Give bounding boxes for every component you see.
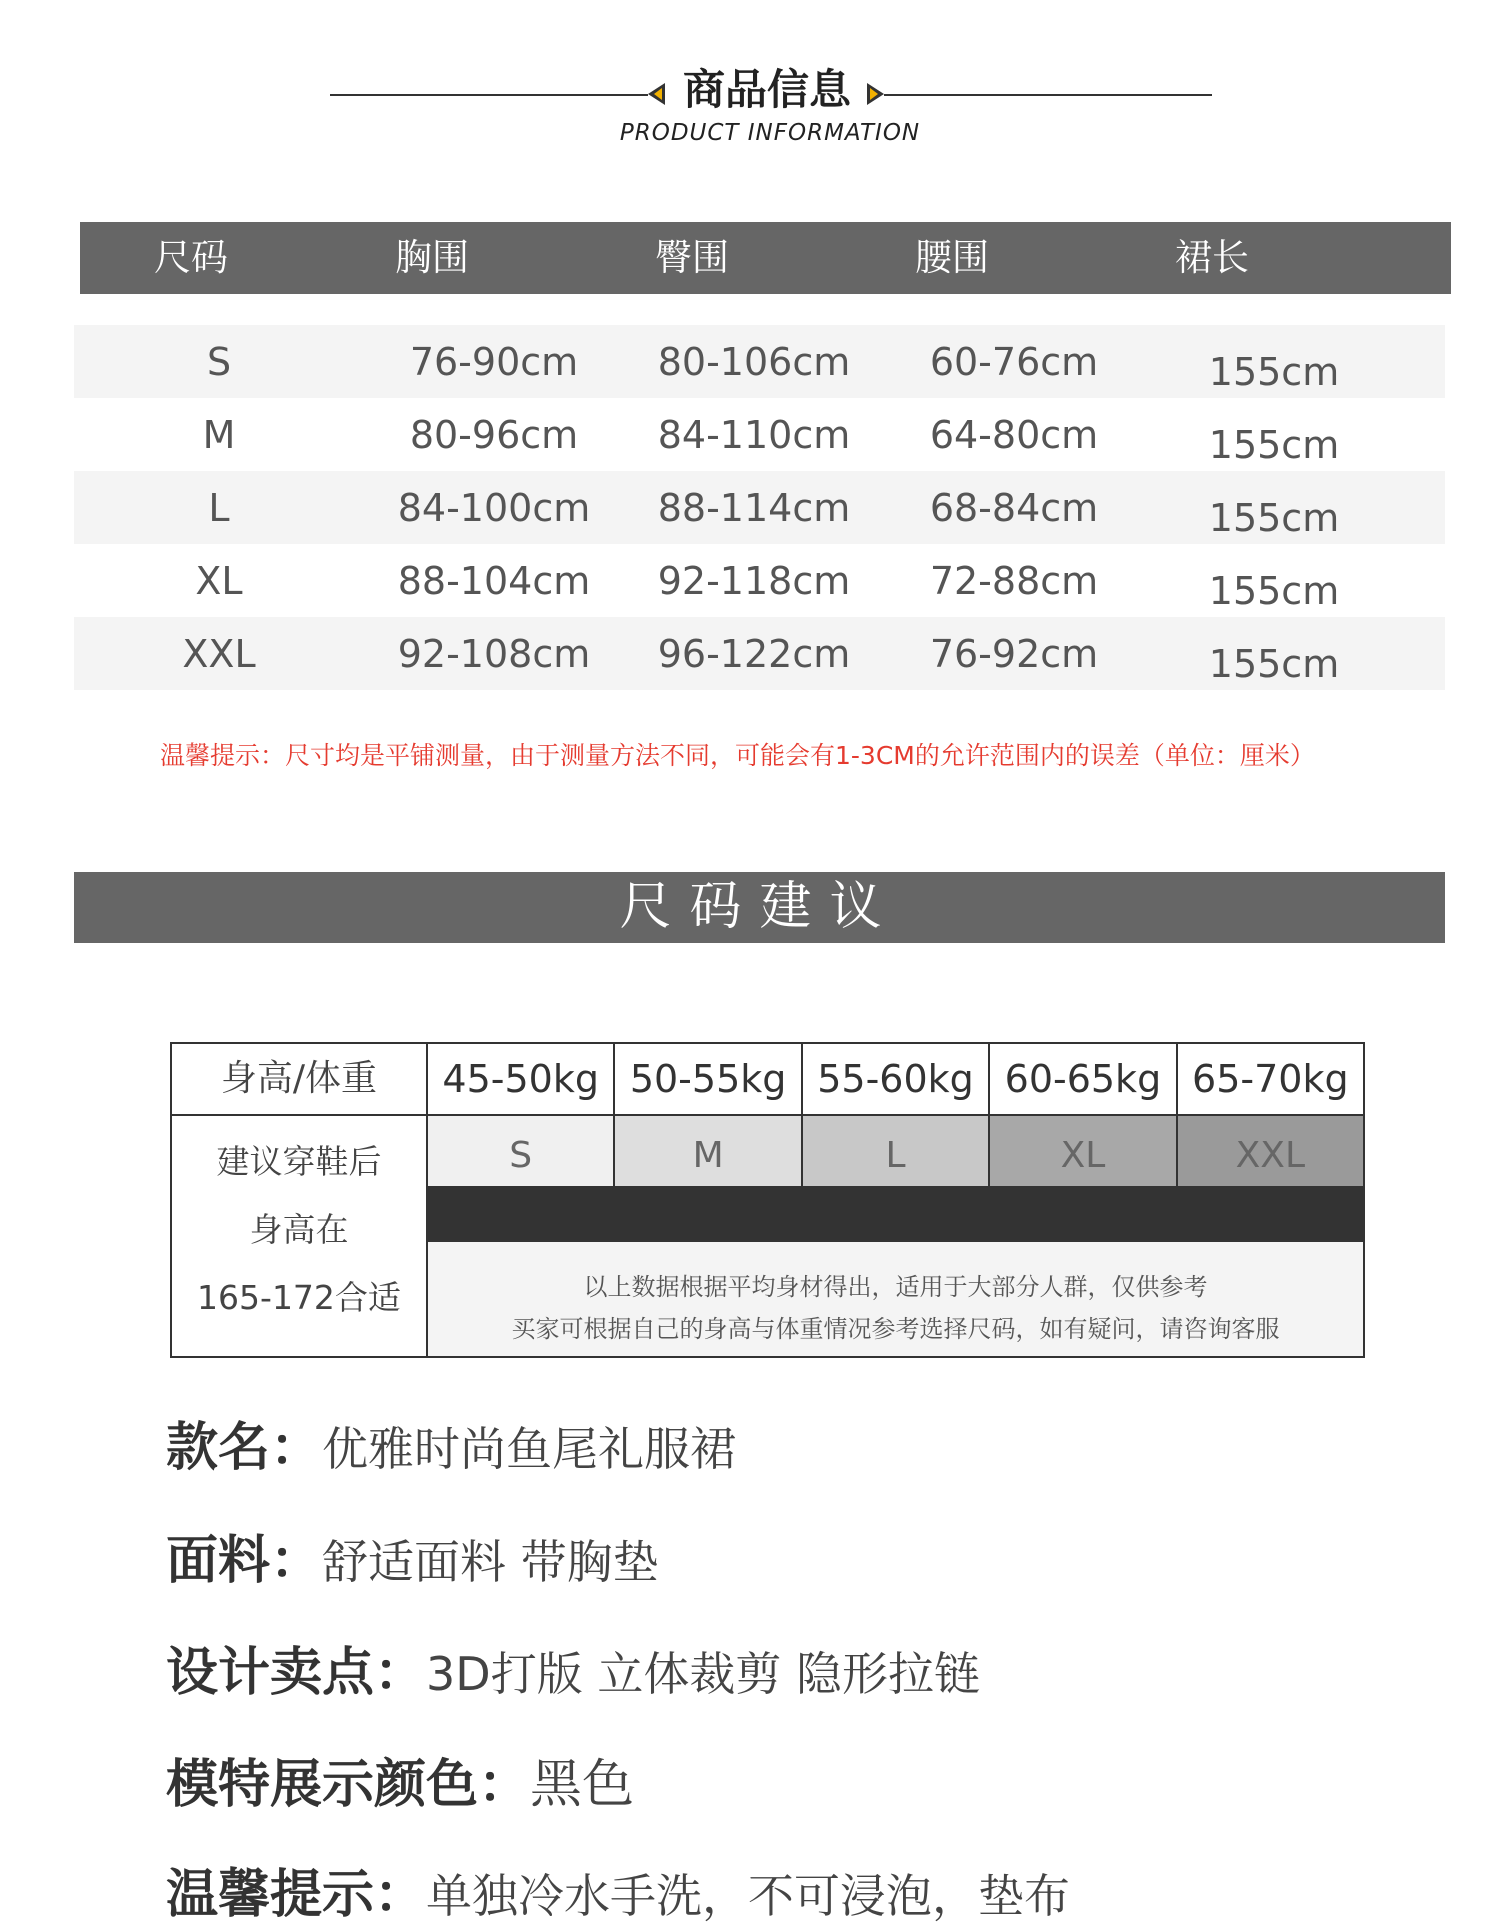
size-table-header — [80, 222, 1451, 294]
cell-bust: 92-108cm — [397, 631, 591, 676]
cell-waist: 72-88cm — [929, 558, 1099, 603]
attribute-value: 黑色 — [530, 1755, 635, 1815]
header-left-arrow-icon — [648, 83, 665, 105]
cell-hip: 80-106cm — [657, 339, 851, 384]
height-hint-line: 165-172合适 — [197, 1278, 401, 1317]
size-cell: XXL — [1178, 1116, 1363, 1186]
size-advice-banner: 尺码建议 — [74, 872, 1445, 943]
cell-length: 155cm — [1208, 422, 1340, 467]
cell-waist: 68-84cm — [929, 485, 1099, 530]
height-hint-line: 建议穿鞋后 — [216, 1142, 382, 1181]
weight-cell: 50-55kg — [615, 1044, 802, 1114]
col-header-bust: 胸围 — [395, 236, 469, 279]
table-row — [74, 325, 1445, 398]
size-cell: S — [428, 1116, 615, 1186]
section-subtitle: PRODUCT INFORMATION — [619, 120, 921, 146]
cell-bust: 80-96cm — [409, 412, 579, 457]
cell-size: S — [206, 339, 232, 384]
attribute-value: 单独冷水手洗，不可浸泡，垫布 — [426, 1869, 1071, 1923]
cell-waist: 60-76cm — [929, 339, 1099, 384]
col-header-waist: 腰围 — [915, 236, 989, 279]
advice-note — [428, 1242, 1363, 1356]
cell-bust: 84-100cm — [397, 485, 591, 530]
header-right-rule — [884, 94, 1212, 96]
cell-bust: 76-90cm — [409, 339, 579, 384]
weight-header-row — [428, 1044, 1363, 1116]
cell-waist: 64-80cm — [929, 412, 1099, 457]
size-cell: M — [615, 1116, 802, 1186]
table-row — [74, 398, 1445, 471]
cell-size: XXL — [182, 631, 256, 676]
header-left-rule — [330, 94, 648, 96]
attribute-style-name — [166, 1405, 736, 1480]
attribute-key: 设计卖点： — [166, 1643, 427, 1703]
cell-hip: 84-110cm — [657, 412, 851, 457]
attribute-value: 优雅时尚鱼尾礼服裙 — [322, 1422, 737, 1476]
weight-cell: 60-65kg — [990, 1044, 1177, 1114]
attribute-fabric — [166, 1518, 659, 1593]
header-right-arrow-icon — [867, 83, 884, 105]
cell-length: 155cm — [1208, 495, 1340, 540]
cell-size: L — [208, 485, 230, 530]
size-cell: L — [803, 1116, 990, 1186]
height-hint — [172, 1116, 426, 1332]
col-header-length: 裙长 — [1175, 236, 1249, 279]
size-advice-table — [170, 1042, 1365, 1358]
cell-length: 155cm — [1208, 349, 1340, 394]
advice-note-line: 买家可根据自己的身高与体重情况参考选择尺码，如有疑问，请咨询客服 — [511, 1315, 1280, 1343]
col-header-hip: 臀围 — [655, 236, 729, 279]
attribute-key: 款名： — [166, 1418, 323, 1478]
cell-size: XL — [195, 558, 243, 603]
height-weight-label: 身高/体重 — [172, 1044, 426, 1116]
advice-note-line: 以上数据根据平均身材得出，适用于大部分人群，仅供参考 — [583, 1273, 1208, 1301]
table-row — [74, 471, 1445, 544]
weight-cell: 65-70kg — [1192, 1057, 1349, 1101]
size-cell: XL — [990, 1116, 1177, 1186]
attribute-value: 舒适面料 带胸垫 — [322, 1535, 659, 1589]
attribute-value: 3D打版 立体裁剪 隐形拉链 — [426, 1647, 980, 1701]
cell-bust: 88-104cm — [397, 558, 591, 603]
weight-cell: 55-60kg — [803, 1044, 990, 1114]
weight-cell: 45-50kg — [428, 1044, 615, 1114]
cell-hip: 92-118cm — [657, 558, 851, 603]
measurement-note: 温馨提示：尺寸均是平铺测量，由于测量方法不同，可能会有1-3CM的允许范围内的误差（单位：厘米） — [160, 741, 1315, 770]
attribute-key: 面料： — [166, 1531, 323, 1591]
section-title: 商品信息 — [682, 65, 851, 114]
recommended-size-row — [428, 1116, 1363, 1186]
attribute-model-color — [166, 1742, 634, 1817]
cell-length: 155cm — [1208, 568, 1340, 613]
divider-bar — [428, 1186, 1363, 1242]
attribute-key: 温馨提示： — [166, 1865, 427, 1925]
height-hint-line: 身高在 — [249, 1210, 349, 1249]
cell-length: 155cm — [1208, 641, 1340, 686]
col-header-size: 尺码 — [154, 236, 228, 279]
table-row — [74, 544, 1445, 617]
table-row — [74, 617, 1445, 690]
attribute-design-points — [166, 1630, 980, 1705]
cell-waist: 76-92cm — [929, 631, 1099, 676]
cell-hip: 88-114cm — [657, 485, 851, 530]
advice-left-column — [172, 1044, 428, 1356]
cell-hip: 96-122cm — [657, 631, 851, 676]
attribute-care-tip — [166, 1852, 1070, 1927]
attribute-key: 模特展示颜色： — [166, 1755, 531, 1815]
cell-size: M — [202, 412, 236, 457]
